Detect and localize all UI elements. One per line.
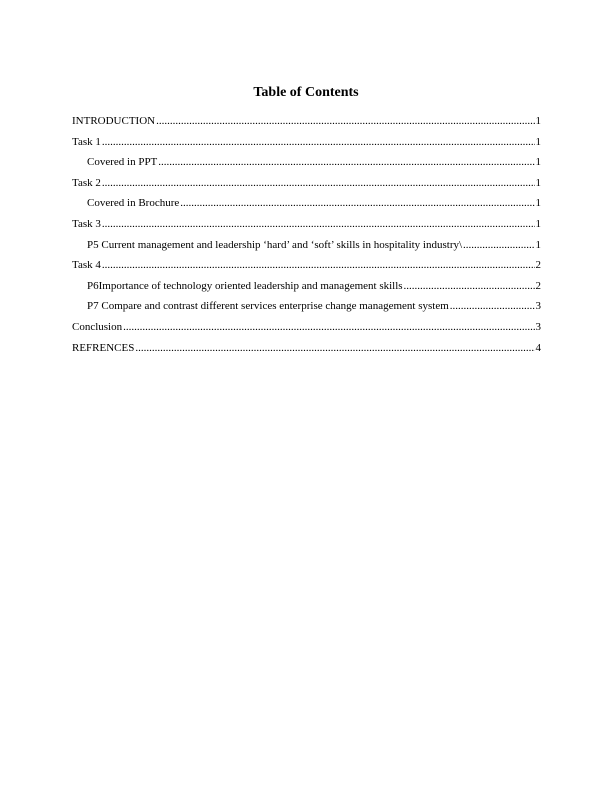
- toc-entry-text: P5 Current management and leadership ‘hard’ and ‘soft’ skills in hospitality industry\: [87, 238, 463, 251]
- toc-entry-p5[interactable]: [72, 237, 541, 258]
- toc-entry-conclusion[interactable]: [72, 319, 541, 340]
- toc-entry-text: Task 2: [72, 176, 101, 189]
- toc-entry-text: Task 4: [72, 259, 101, 272]
- toc-title: Table of Contents: [253, 85, 359, 100]
- toc-page-number: 1: [535, 176, 541, 189]
- toc-entry-p6[interactable]: [72, 278, 541, 299]
- toc-entry-task-4[interactable]: [72, 257, 541, 278]
- toc-entry-text: Conclusion: [72, 320, 123, 333]
- toc-page-number: 2: [535, 259, 541, 272]
- toc-entry-text: Covered in Brochure: [87, 197, 180, 210]
- toc-entry-text: P6Importance of technology oriented leadership and management skills: [87, 279, 403, 292]
- toc-entry-references[interactable]: [72, 340, 541, 361]
- toc-dot-leader: [123, 319, 534, 335]
- toc-page-number: 3: [535, 320, 541, 333]
- toc-dot-leader: [450, 298, 535, 314]
- toc-entry-task-3[interactable]: [72, 216, 541, 237]
- toc-entry-text: P7 Compare and contrast different services enterprise change management system: [87, 300, 449, 313]
- toc-page-number: 1: [535, 135, 541, 148]
- toc-entry-text: Task 3: [72, 217, 101, 230]
- toc-page-number: 1: [535, 115, 541, 127]
- toc-entry-text: Covered in PPT: [87, 156, 158, 169]
- toc-entry-text: INTRODUCTION: [72, 115, 156, 127]
- toc-page-number: 1: [535, 238, 541, 251]
- toc-dot-leader: [158, 154, 534, 170]
- toc-entry-text: Task 1: [72, 135, 101, 148]
- toc-dot-leader: [102, 216, 535, 232]
- toc-dot-leader: [404, 278, 535, 294]
- toc-entry-task-1[interactable]: [72, 134, 541, 155]
- toc-dot-leader: [102, 134, 535, 150]
- toc-entry-covered-in-brochure[interactable]: [72, 195, 541, 216]
- toc-page-number: 1: [535, 197, 541, 210]
- toc-page-number: 1: [535, 217, 541, 230]
- table-of-contents: [72, 113, 541, 360]
- toc-entry-covered-in-ppt[interactable]: [72, 154, 541, 175]
- toc-page-number: 3: [535, 300, 541, 313]
- toc-dot-leader: [135, 340, 534, 356]
- toc-page-number: 4: [535, 341, 541, 354]
- toc-page-number: 2: [535, 279, 541, 292]
- toc-dot-leader: [156, 113, 534, 129]
- toc-dot-leader: [180, 195, 534, 211]
- toc-dot-leader: [102, 257, 535, 273]
- toc-dot-leader: [102, 175, 535, 191]
- toc-entry-text: REFRENCES: [72, 341, 135, 354]
- toc-dot-leader: [463, 237, 534, 253]
- toc-page-number: 1: [535, 156, 541, 169]
- toc-entry-p7[interactable]: [72, 298, 541, 319]
- toc-entry-introduction[interactable]: [72, 113, 541, 134]
- toc-entry-task-2[interactable]: [72, 175, 541, 196]
